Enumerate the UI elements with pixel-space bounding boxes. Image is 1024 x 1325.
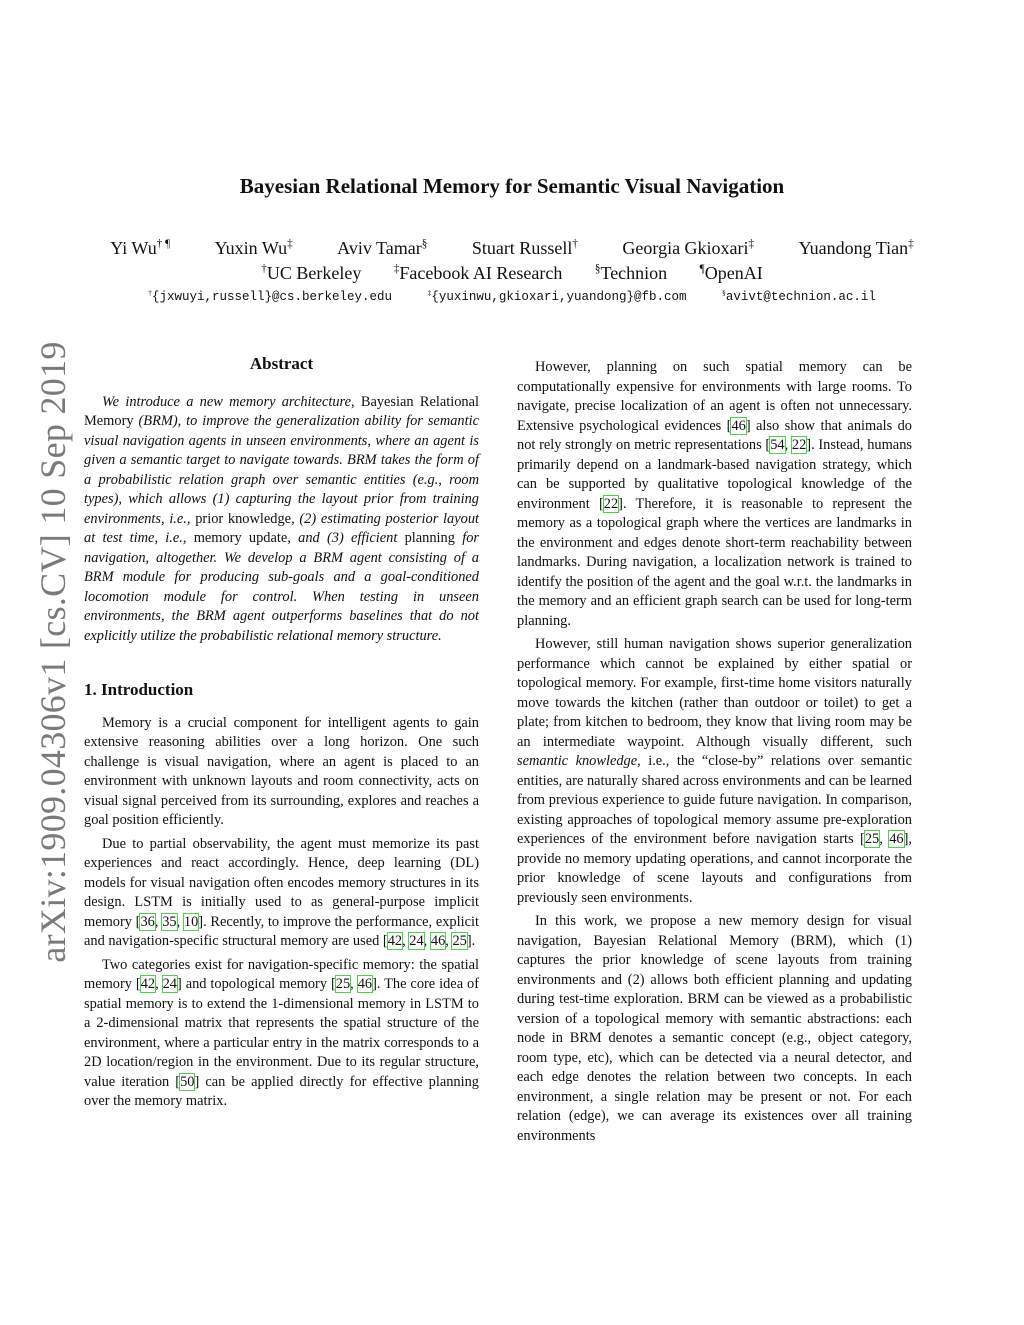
citation-link[interactable]: 25 (452, 933, 467, 949)
citation-link[interactable]: 46 (731, 417, 746, 434)
author: Stuart Russell† (471, 238, 578, 258)
email-list (0, 287, 1024, 304)
citation-link[interactable]: 22 (791, 437, 807, 453)
right-column (517, 358, 912, 1146)
arxiv-sidebar-id: arXiv:1909.04306v1 [cs.CV] 10 Sep 2019 (33, 341, 73, 963)
email[interactable]: ‡{yuxinwu,gkioxari,yuandong}@fb.com (427, 287, 687, 304)
citation-link[interactable]: 42 (140, 976, 156, 992)
citation-link[interactable]: 42 (387, 933, 403, 949)
citation-link[interactable]: 25 (335, 976, 351, 992)
citation-link[interactable]: 36 (140, 913, 155, 930)
email[interactable]: †{jxwuyi,russell}@cs.berkeley.edu (148, 287, 393, 304)
affiliation-list (0, 263, 1024, 284)
citation-link[interactable]: 46 (430, 933, 446, 949)
paragraph: Memory is a crucial component for intelligent agents to gain extensive reasoning abilities over a long horizon. One such challenge is visual navigation, where an agent is placed to an environment with unknown layouts and room connectivity, acts on visual signal perceived from its surrounding, explores and reaches a goal position efficiently. (84, 714, 479, 828)
abstract-text: We introduce a new memory architecture, Bayesian Relational Memory (BRM), to improve the generalization ability for semantic visual navigation agents in unseen environments, where an agent is given a semantic target to navigate towards. BRM takes the form of a probabilistic relation graph over semantic entities (e.g., room types), which allows (1) capturing the layout prior from training environments, i.e., prior knowledge, (2) estimating posterior layout at test time, i.e., memory update, and (3) efficient planning for navigation, altogether. We develop a BRM agent consisting of a BRM module for producing sub-goals and a goal-conditioned locomotion module for control. When testing in unseen environments, the BRM agent outperforms baselines that do not explicitly utilize the probabilistic relational memory structure. (84, 393, 480, 644)
paper-title: Bayesian Relational Memory for Semantic Visual Navigation (239, 174, 785, 198)
affiliation: §Technion (594, 263, 668, 283)
citation-link[interactable]: 35 (162, 913, 177, 930)
citation-link[interactable]: 46 (357, 976, 373, 992)
citation-link[interactable]: 10 (183, 913, 199, 930)
paragraph: Two categories exist for navigation-specific memory: the spatial memory [42, 24] and topological memory [25, 46]. The core idea of spatial memory is to extend the 1-dimensional memory in LSTM to a 2-dimensional matrix that represents the spatial structure of the environment, where a particular entry in the matrix corresponds to a 2D location/region in the environment. Due to its regular structure, value iteration [50] can be applied directly for effective planning over the memory matrix. (84, 956, 479, 1109)
paragraph: Due to partial observability, the agent must memorize its past experiences and react accordingly. Hence, deep learning (DL) models for visual navigation often encodes memory structures in its design. LSTM is initially used to as general-purpose implicit memory [36, 35, 10]. Recently, to improve the performance, explicit and navigation-specific structural memory are used [42, 24, 46, 25]. (84, 835, 479, 949)
citation-link[interactable]: 24 (162, 976, 177, 992)
email[interactable]: §avivt@technion.ac.il (721, 287, 876, 304)
citation-link[interactable]: 50 (180, 1073, 195, 1090)
affiliation: †UC Berkeley (261, 263, 362, 283)
author: Aviv Tamar§ (337, 238, 428, 258)
abstract-heading: Abstract (249, 354, 314, 373)
citation-link[interactable]: 46 (889, 831, 904, 847)
paragraph: However, planning on such spatial memory can be computationally expensive for environments with large rooms. To navigate, precise localization of an agent is often not unnecessary. Extensive psychological evidences [46] also show that animals do not rely strongly on metric representations [54, 22]. Instead, humans primarily depend on a landmark-based navigation strategy, which can be supported by qualitative topological knowledge of the environment [22]. Therefore, it is reasonable to represent the memory as a topological graph where the vertices are landmarks in the environment and edges denote short-term reachability between landmarks. During navigation, a localization network is trained to identify the position of the agent and the goal w.r.t. the landmarks in the memory and an efficient graph search can be used for long-term planning. (517, 359, 913, 629)
left-column (84, 354, 479, 1112)
citation-link[interactable]: 22 (603, 495, 619, 512)
citation-link[interactable]: 25 (864, 831, 880, 847)
paragraph: In this work, we propose a new memory design for visual navigation, Bayesian Relational Memory (BRM), which (1) captures the prior knowledge of scene layouts from training environments and (2) allows both efficient planning and updating during test-time exploration. BRM can be viewed as a probabilistic version of a topological memory with semantic abstractions: each node in BRM denotes a semantic concept (e.g., object category, room type, etc), which can be detected via a neural detector, and each edge denotes the relation between two concepts. In each environment, a single relation may be present or not. For each relation (edge), we can average its existences over all training environments (517, 913, 912, 1144)
affiliation: ¶OpenAI (699, 263, 763, 283)
author: Yi Wu† ¶ (110, 238, 171, 258)
paragraph: However, still human navigation shows superior generalization performance which cannot be explained by either spatial or topological memory. For example, first-time home visitors naturally move towards the kitchen (rather than outdoor or toilet) to get a plate; from kitchen to bedroom, they know that living room may be an intermediate waypoint. Although visually different, such semantic knowledge, i.e., the “close-by” relations over semantic entities, are naturally shared across environments and can be learned from previous experience to guide future navigation. In comparison, existing approaches of topological memory assume pre-exploration experiences of the environment before navigation starts [25, 46], provide no memory updating operations, and cannot incorporate the prior knowledge of scene layouts and configurations from previously seen environments. (517, 636, 912, 906)
author: Yuxin Wu‡ (214, 238, 293, 258)
author-list (0, 238, 1024, 259)
author: Yuandong Tian‡ (798, 238, 914, 258)
author: Georgia Gkioxari‡ (622, 238, 755, 258)
section-heading-introduction: 1. Introduction (84, 680, 194, 699)
citation-link[interactable]: 54 (770, 437, 785, 453)
citation-link[interactable]: 24 (409, 933, 424, 949)
affiliation: ‡Facebook AI Research (393, 263, 563, 283)
